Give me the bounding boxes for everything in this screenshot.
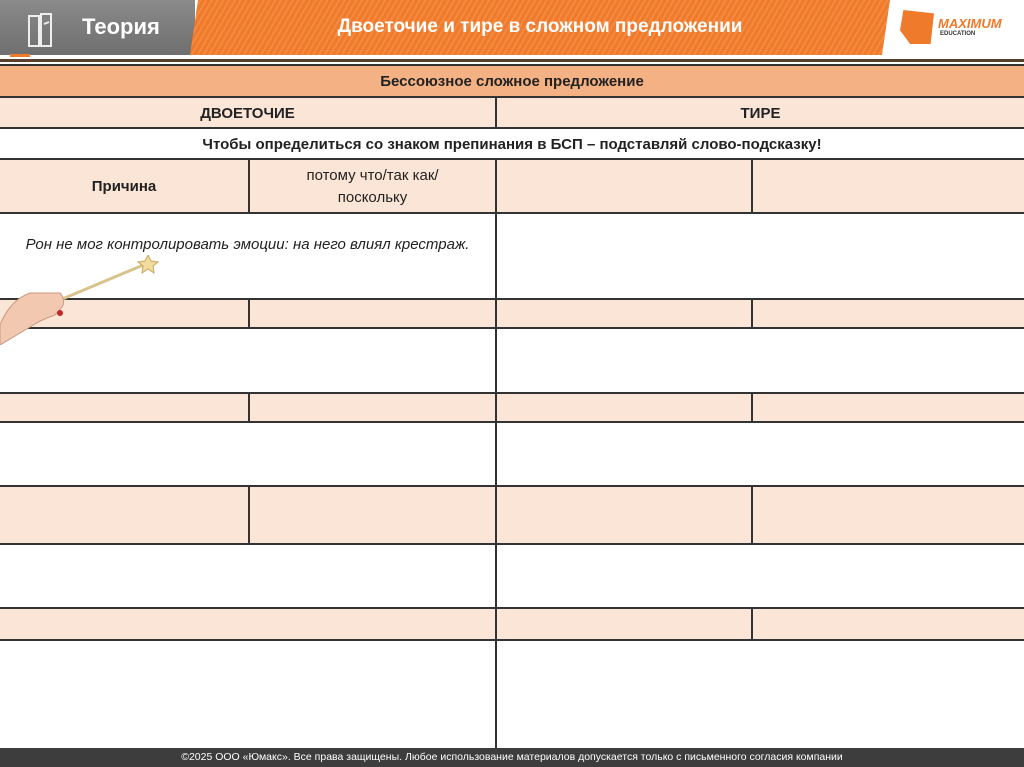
table-cell [497,214,1024,299]
table-title-row [0,64,1024,97]
table-header-row [0,96,1024,128]
reason-label: Причина [0,160,250,213]
reason-words: потому что/так как/поскольку [250,160,497,213]
table-cell [497,160,753,213]
table-row [0,543,1024,608]
reason-example: Рон не мог контролировать эмоции: на него влиял крестраж. [0,214,497,299]
logo-text: MAXIMUM [938,16,1002,31]
table-cell [753,160,1024,213]
book-icon [26,10,66,50]
logo-subtext: EDUCATION [940,31,976,37]
maximum-logo [900,10,1018,46]
section-title: Теория [82,14,160,39]
colon-header: ДВОЕТОЧИЕ [0,98,497,128]
table-row [0,392,1024,422]
table-row [0,607,1024,640]
header-bar [0,0,1024,58]
table-row [0,485,1024,544]
hint-row [0,127,1024,159]
dash-header: ТИРЕ [740,104,781,122]
logo-mark-icon [900,10,934,44]
hint-text: Чтобы определиться со знаком препинания в БСП – подставляй слово-подсказку! [202,135,822,153]
slide-title: Двоеточие и тире в сложном предложении [337,16,743,37]
table-row [0,158,1024,213]
table-row [0,639,1024,748]
copyright-footer: ©2025 ООО «Юмакс». Все права защищены. Любое использование материалов допускается только с письменного согласия компании [0,748,1024,767]
table-title: Бессоюзное сложное предложение [380,73,644,90]
header-divider [0,59,1024,62]
accent-line [10,54,30,57]
table-row [0,421,1024,486]
magic-wand-hand-icon [0,255,170,345]
